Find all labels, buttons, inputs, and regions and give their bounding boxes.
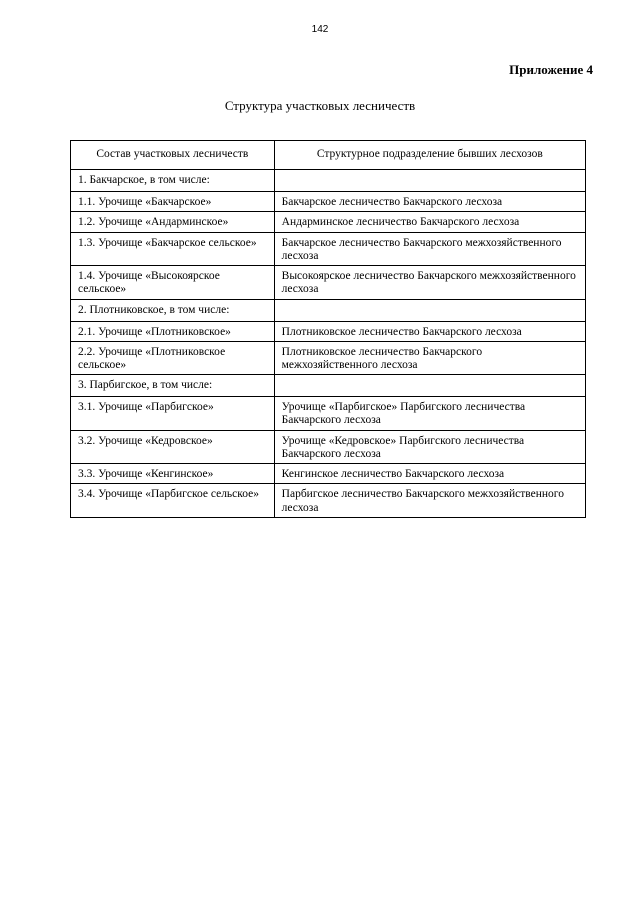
former-unit-cell: Плотниковское лесничество Бакчарского лесхоза <box>274 321 585 341</box>
composition-cell: 1.4. Урочище «Высокоярское сельское» <box>71 266 275 299</box>
former-unit-cell <box>274 375 585 397</box>
composition-cell: 1.1. Урочище «Бакчарское» <box>71 192 275 212</box>
composition-cell: 2.1. Урочище «Плотниковское» <box>71 321 275 341</box>
table-row <box>71 397 586 430</box>
table-row <box>71 299 586 321</box>
table-row <box>71 232 586 265</box>
former-unit-cell: Андарминское лесничество Бакчарского лесхоза <box>274 212 585 232</box>
page-number: 142 <box>311 24 329 35</box>
table-row <box>71 464 586 484</box>
former-unit-cell: Высокоярское лесничество Бакчарского межхозяйственного лесхоза <box>274 266 585 299</box>
composition-cell: 2. Плотниковское, в том числе: <box>71 299 275 321</box>
former-unit-cell: Урочище «Парбигское» Парбигского лесничества Бакчарского лесхоза <box>274 397 585 430</box>
former-unit-cell <box>274 299 585 321</box>
table-row <box>71 266 586 299</box>
composition-cell: 3.1. Урочище «Парбигское» <box>71 397 275 430</box>
composition-cell: 1.3. Урочище «Бакчарское сельское» <box>71 232 275 265</box>
forestry-structure-table <box>70 140 586 518</box>
former-unit-cell: Бакчарское лесничество Бакчарского лесхоза <box>274 192 585 212</box>
document-title: Структура участковых лесничеств <box>224 98 416 113</box>
table-row <box>71 341 586 374</box>
column-header-composition: Состав участковых лесничеств <box>71 141 275 170</box>
table-header-row <box>71 141 586 170</box>
table-row <box>71 321 586 341</box>
table-row <box>71 212 586 232</box>
composition-cell: 3.3. Урочище «Кенгинское» <box>71 464 275 484</box>
column-header-former-units: Структурное подразделение бывших лесхозов <box>274 141 585 170</box>
composition-cell: 3.4. Урочище «Парбигское сельское» <box>71 484 275 517</box>
table-row <box>71 192 586 212</box>
composition-cell: 3.2. Урочище «Кедровское» <box>71 430 275 463</box>
appendix-label: Приложение 4 <box>509 62 593 77</box>
composition-cell: 2.2. Урочище «Плотниковское сельское» <box>71 341 275 374</box>
former-unit-cell: Парбигское лесничество Бакчарского межхозяйственного лесхоза <box>274 484 585 517</box>
former-unit-cell: Бакчарское лесничество Бакчарского межхозяйственного лесхоза <box>274 232 585 265</box>
former-unit-cell: Кенгинское лесничество Бакчарского лесхоза <box>274 464 585 484</box>
former-unit-cell <box>274 170 585 192</box>
composition-cell: 3. Парбигское, в том числе: <box>71 375 275 397</box>
table-row <box>71 170 586 192</box>
composition-cell: 1.2. Урочище «Андарминское» <box>71 212 275 232</box>
former-unit-cell: Урочище «Кедровское» Парбигского лесничества Бакчарского лесхоза <box>274 430 585 463</box>
table-row <box>71 430 586 463</box>
table-body <box>71 170 586 518</box>
table-row <box>71 375 586 397</box>
table-row <box>71 484 586 517</box>
former-unit-cell: Плотниковское лесничество Бакчарского межхозяйственного лесхоза <box>274 341 585 374</box>
composition-cell: 1. Бакчарское, в том числе: <box>71 170 275 192</box>
